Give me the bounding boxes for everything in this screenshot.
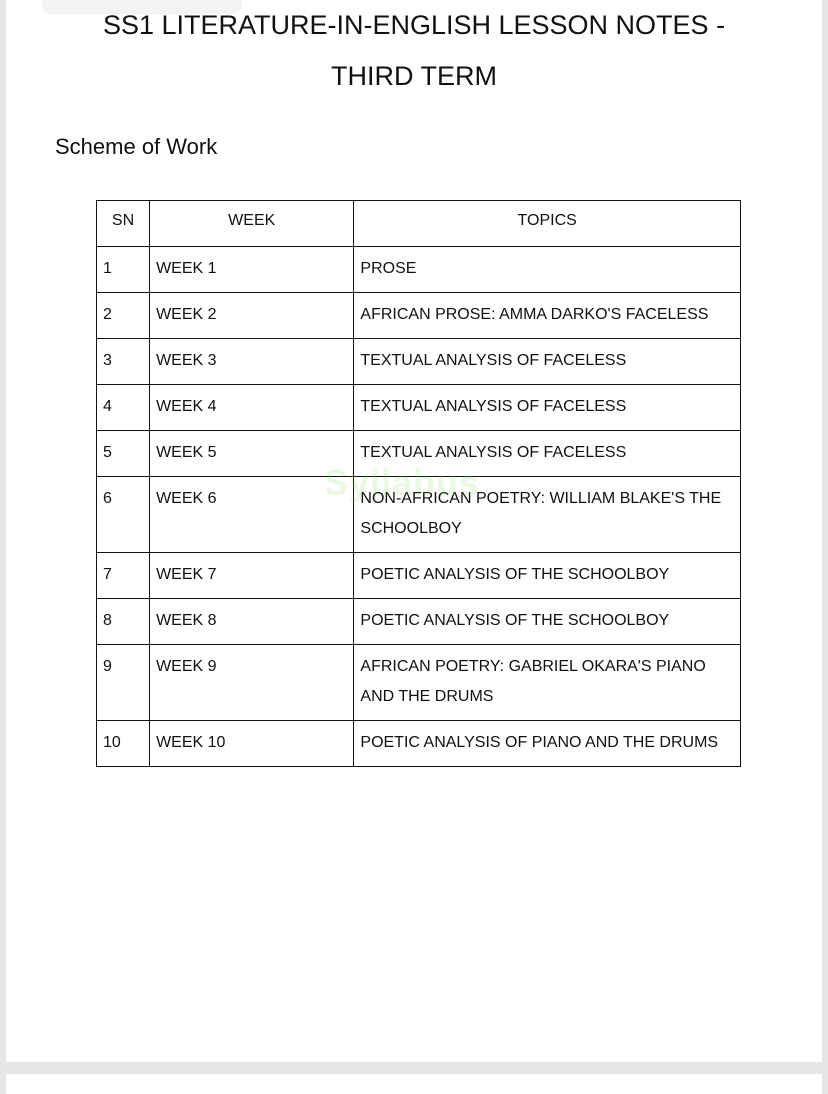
cell-week: WEEK 3 [150,339,354,385]
cell-sn: 10 [97,721,150,767]
cell-week: WEEK 5 [150,431,354,477]
table-row [97,477,741,553]
table-row [97,339,741,385]
cell-topic: POETIC ANALYSIS OF PIANO AND THE DRUMS [354,721,741,767]
watermark: Syllabus [324,462,481,503]
cell-topic: TEXTUAL ANALYSIS OF FACELESS [354,339,741,385]
cell-sn: 6 [97,477,150,553]
cell-sn: 7 [97,553,150,599]
cell-topic: AFRICAN PROSE: AMMA DARKO'S FACELESS [354,293,741,339]
table-row [97,599,741,645]
cell-topic: POETIC ANALYSIS OF THE SCHOOLBOY [354,553,741,599]
cell-topic: AFRICAN POETRY: GABRIEL OKARA'S PIANO AND THE DRUMS [354,645,741,721]
document-page [6,0,822,1062]
table-row [97,293,741,339]
cell-week: WEEK 2 [150,293,354,339]
cell-sn: 1 [97,247,150,293]
cell-sn: 3 [97,339,150,385]
cell-week: WEEK 4 [150,385,354,431]
cell-topic: TEXTUAL ANALYSIS OF FACELESS [354,385,741,431]
page-title [26,0,802,102]
next-page-edge [6,1074,822,1094]
cell-topic: PROSE [354,247,741,293]
table-row [97,553,741,599]
cell-topic: POETIC ANALYSIS OF THE SCHOOLBOY [354,599,741,645]
header-topics: TOPICS [354,201,741,247]
cell-sn: 9 [97,645,150,721]
cell-week: WEEK 9 [150,645,354,721]
table-row [97,247,741,293]
table-row [97,645,741,721]
cell-week: WEEK 8 [150,599,354,645]
title-line-1: SS1 LITERATURE-IN-ENGLISH LESSON NOTES - [102,10,726,40]
cell-week: WEEK 10 [150,721,354,767]
table-row [97,721,741,767]
cell-topic: NON-AFRICAN POETRY: WILLIAM BLAKE'S THE SCHOOLBOY [354,477,741,553]
header-week: WEEK [150,201,354,247]
cell-week: WEEK 6 [150,477,354,553]
header-sn: SN [97,201,150,247]
cell-week: WEEK 7 [150,553,354,599]
title-line-2: THIRD TERM [331,61,497,91]
cell-sn: 4 [97,385,150,431]
cell-sn: 8 [97,599,150,645]
cell-topic: TEXTUAL ANALYSIS OF FACELESS [354,431,741,477]
cell-sn: 5 [97,431,150,477]
cell-sn: 2 [97,293,150,339]
table-row [97,385,741,431]
scheme-of-work-table [96,200,741,767]
table-row [97,431,741,477]
table-header-row [97,201,741,247]
cell-week: WEEK 1 [150,247,354,293]
section-heading: Scheme of Work [55,134,218,159]
